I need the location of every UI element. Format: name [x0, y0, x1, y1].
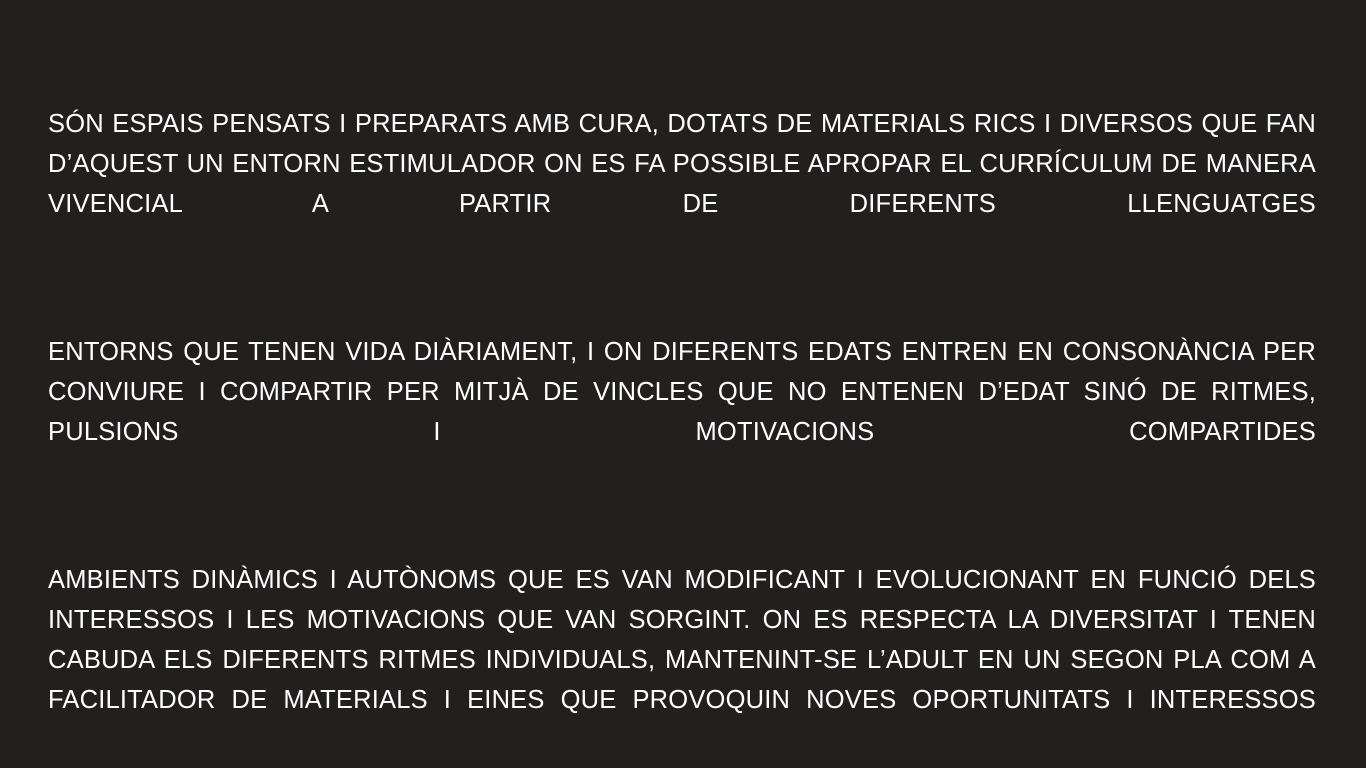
paragraph-2: ENTORNS QUE TENEN VIDA DIÀRIAMENT, I ON DIFERENTS EDATS ENTREN EN CONSONÀNCIA PER CONVIURE I COMPARTIR PER MITJÀ DE VINCLES QUE NO ENTENEN D’EDAT SINÓ DE RITMES, PULSIONS I MOTIVACIONS COMPARTIDES: [48, 338, 1316, 446]
paragraph-3: AMBIENTS DINÀMICS I AUTÒNOMS QUE ES VAN MODIFICANT I EVOLUCIONANT EN FUNCIÓ DELS INTERESSOS I LES MOTIVACIONS QUE VAN SORGINT. ON ES RESPECTA LA DIVERSITAT I TENEN CABUDA ELS DIFERENTS RITMES INDIVIDUALS, MANTENINT-SE L’ADULT EN UN SEGON PLA COM A FACILITADOR DE MATERIALS I EINES QUE PROVOQUIN NOVES OPORTUNITATS I INTERESSOS: [48, 566, 1316, 714]
slide-text-block: [48, 104, 1316, 760]
paragraph-1: SÓN ESPAIS PENSATS I PREPARATS AMB CURA, DOTATS DE MATERIALS RICS I DIVERSOS QUE FAN D’AQUEST UN ENTORN ESTIMULADOR ON ES FA POSSIBLE APROPAR EL CURRÍCULUM DE MANERA VIVENCIAL A PARTIR DE DIFERENTS LLENGUATGES: [48, 110, 1316, 218]
